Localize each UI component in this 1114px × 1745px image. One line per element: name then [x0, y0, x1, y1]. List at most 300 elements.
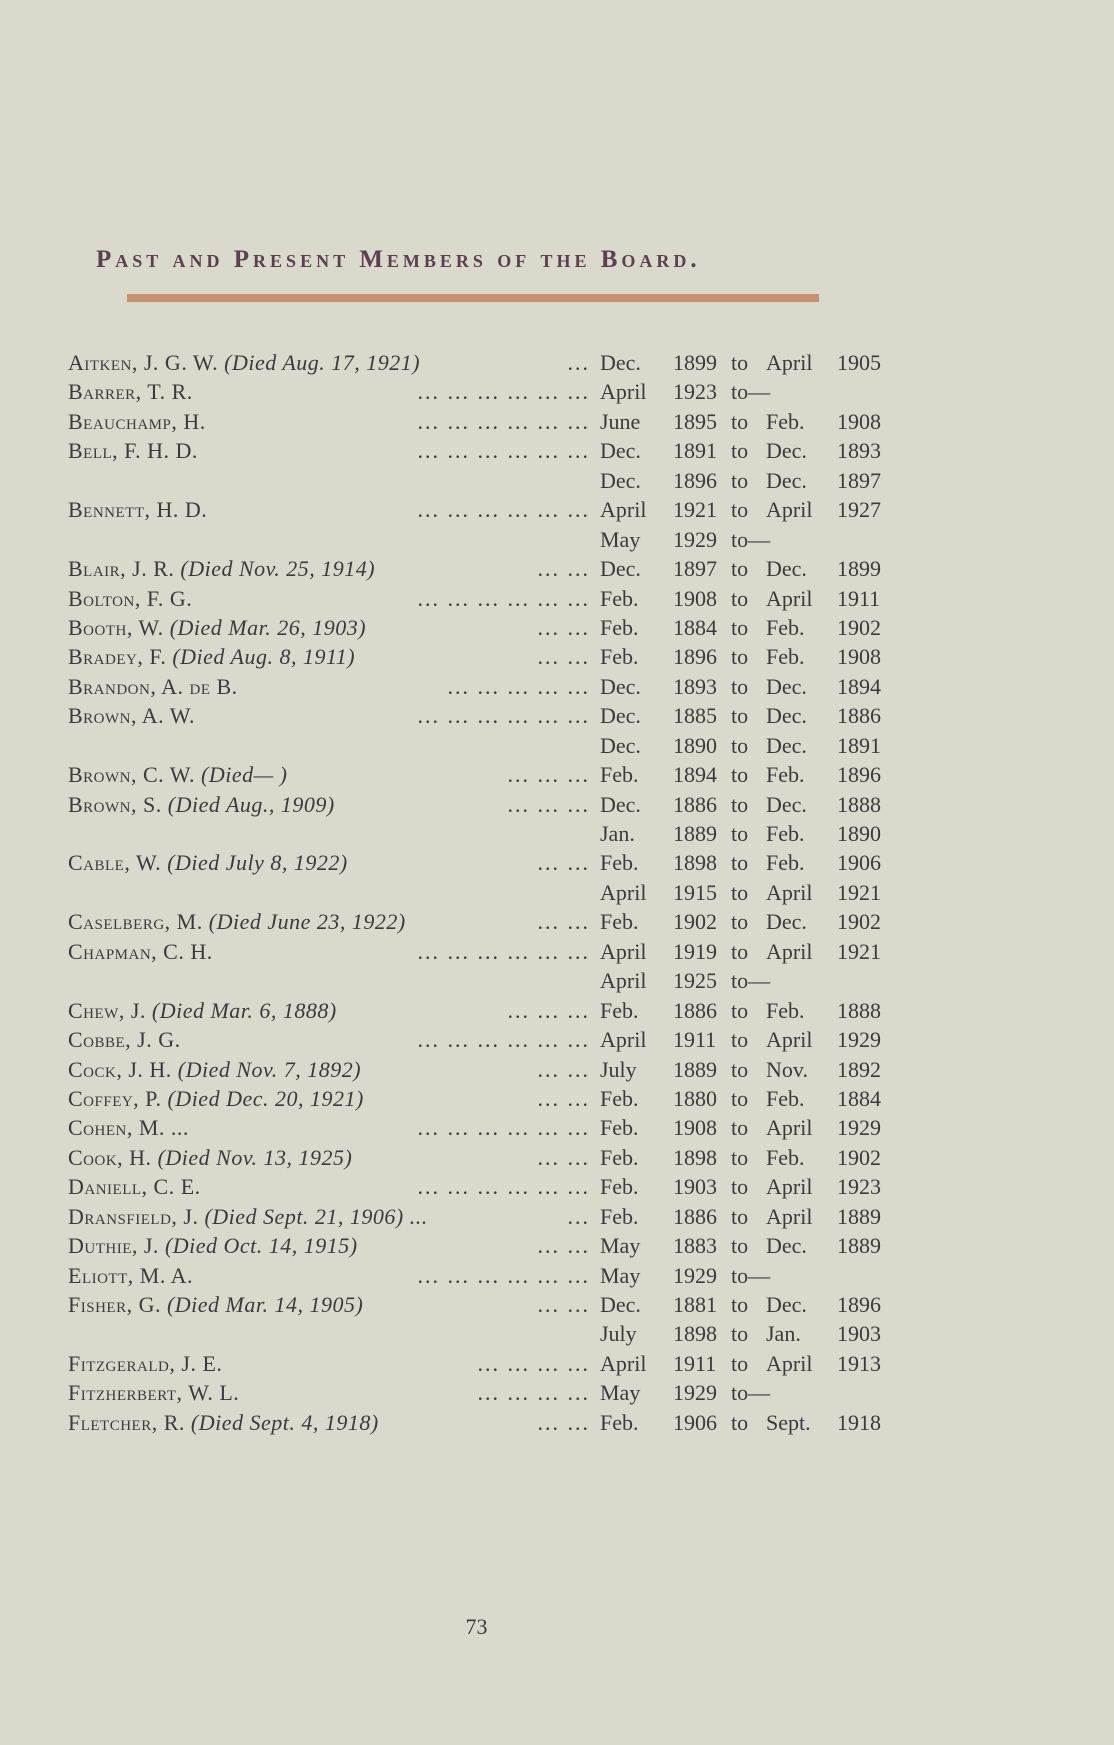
to-year: 1918	[837, 1409, 881, 1435]
dot-leader: ... ... ... ... ... ...	[417, 497, 590, 523]
to-label: to	[731, 1409, 749, 1435]
dot-leader: ... ... ... ... ... ...	[417, 1115, 590, 1141]
from-month: May	[600, 1233, 641, 1259]
table-row	[68, 701, 908, 730]
dot-leader: ... ... ... ... ... ...	[417, 379, 590, 405]
to-label: to—	[731, 526, 771, 552]
member-name-text: Fisher, G.	[68, 1292, 161, 1317]
member-name	[68, 790, 335, 819]
member-note: (Died June 23, 1922)	[208, 909, 406, 935]
member-name-text: Cook, H.	[68, 1144, 152, 1170]
from-year: 1899	[673, 350, 717, 375]
dot-leader: ... ...	[537, 644, 590, 670]
member-name-text: Blair, J. R.	[68, 556, 175, 582]
from-year: 1896	[673, 467, 717, 493]
to-month: April	[766, 1115, 813, 1141]
dot-leader: ...	[567, 1203, 590, 1229]
to-label: to	[731, 1027, 749, 1053]
dot-leader: ... ... ...	[507, 762, 590, 788]
to-label: to	[731, 350, 749, 375]
to-label: to	[731, 997, 749, 1023]
to-month: Feb.	[766, 408, 805, 434]
to-month: Nov.	[766, 1056, 808, 1082]
table-row	[68, 1084, 908, 1113]
table-row	[68, 525, 908, 554]
to-year: 1927	[837, 497, 881, 523]
to-year: 1923	[837, 1174, 881, 1200]
to-year: 1889	[837, 1233, 881, 1259]
member-name-text: Cohen, M. ...	[68, 1115, 189, 1141]
from-month: May	[600, 1380, 641, 1406]
to-label: to	[731, 821, 749, 846]
dot-leader: ... ... ... ...	[477, 1350, 590, 1376]
from-month: Feb.	[600, 585, 639, 611]
dot-leader: ... ... ... ... ... ...	[417, 438, 590, 464]
to-label: to	[731, 467, 749, 493]
to-month: April	[766, 1174, 813, 1200]
from-year: 1886	[673, 997, 717, 1023]
member-note: (Died Nov. 7, 1892)	[177, 1056, 362, 1082]
to-label: to	[731, 1085, 749, 1111]
from-year: 1890	[673, 732, 717, 758]
member-note: (Died Sept. 4, 1918)	[190, 1409, 379, 1435]
to-label: to	[731, 673, 749, 699]
member-name	[68, 1290, 363, 1319]
from-year: 1889	[673, 821, 717, 846]
from-year: 1883	[673, 1233, 717, 1259]
member-name-text: Cock, J. H.	[68, 1056, 172, 1082]
member-name	[68, 1231, 358, 1260]
title-rule	[127, 294, 819, 302]
member-name	[68, 760, 288, 789]
to-month: Feb.	[766, 644, 805, 670]
from-month: May	[600, 526, 641, 552]
table-row	[68, 348, 908, 377]
member-name-text: Bell, F. H. D.	[68, 438, 198, 464]
from-month: July	[600, 1321, 637, 1347]
table-row	[68, 495, 908, 524]
to-label: to	[731, 732, 749, 758]
member-name	[68, 377, 193, 406]
dot-leader: ... ... ... ... ... ...	[417, 1027, 590, 1053]
dot-leader: ... ...	[537, 1233, 590, 1259]
to-month: Feb.	[766, 1144, 805, 1170]
member-name	[68, 436, 198, 465]
dot-leader: ... ...	[537, 850, 590, 876]
member-name-text: Fitzherbert, W. L.	[68, 1380, 240, 1406]
to-label: to	[731, 1144, 749, 1170]
from-month: April	[600, 968, 647, 994]
to-year: 1896	[837, 1292, 881, 1317]
to-label: to	[731, 762, 749, 788]
to-label: to	[731, 703, 749, 729]
to-month: Dec.	[766, 703, 807, 729]
to-month: Dec.	[766, 673, 807, 699]
table-row	[68, 819, 908, 848]
member-note: (Died Mar. 26, 1903)	[169, 614, 367, 640]
from-month: April	[600, 938, 647, 964]
to-label: to	[731, 1056, 749, 1082]
to-month: April	[766, 585, 813, 611]
to-label: to	[731, 791, 749, 817]
to-year: 1929	[837, 1027, 881, 1053]
to-month: Dec.	[766, 467, 807, 493]
member-name-text: Booth, W.	[68, 614, 164, 640]
to-month: April	[766, 938, 813, 964]
member-name	[68, 672, 238, 701]
to-month: April	[766, 879, 813, 905]
member-name-text: Aitken, J. G. W.	[68, 350, 219, 375]
from-year: 1880	[673, 1085, 717, 1111]
dot-leader: ...	[567, 350, 590, 375]
table-row	[68, 1290, 908, 1319]
table-row	[68, 407, 908, 436]
from-month: Feb.	[600, 909, 639, 935]
from-month: Dec.	[600, 673, 641, 699]
to-month: Feb.	[766, 850, 805, 876]
dot-leader: ... ...	[537, 1409, 590, 1435]
from-month: April	[600, 1027, 647, 1053]
page-title: Past and Present Members of the Board.	[96, 246, 701, 273]
from-year: 1919	[673, 938, 717, 964]
from-year: 1929	[673, 526, 717, 552]
to-month: Feb.	[766, 614, 805, 640]
member-note: (Died Dec. 20, 1921)	[167, 1085, 364, 1111]
dot-leader: ... ...	[537, 1056, 590, 1082]
to-year: 1888	[837, 997, 881, 1023]
to-label: to	[731, 938, 749, 964]
from-month: April	[600, 379, 647, 405]
dot-leader: ... ... ... ... ... ...	[417, 1262, 590, 1288]
to-month: Dec.	[766, 1292, 807, 1317]
from-month: Feb.	[600, 1409, 639, 1435]
from-year: 1906	[673, 1409, 717, 1435]
from-year: 1893	[673, 673, 717, 699]
from-year: 1903	[673, 1174, 717, 1200]
to-label: to	[731, 850, 749, 876]
from-year: 1898	[673, 1321, 717, 1347]
dot-leader: ... ...	[537, 556, 590, 582]
dot-leader: ... ...	[537, 1292, 590, 1317]
table-row	[68, 613, 908, 642]
to-year: 1929	[837, 1115, 881, 1141]
member-name-text: Bolton, F. G.	[68, 585, 193, 611]
from-year: 1898	[673, 850, 717, 876]
to-month: Feb.	[766, 762, 805, 788]
table-row	[68, 436, 908, 465]
from-month: Feb.	[600, 614, 639, 640]
member-name-text: Bennett, H. D.	[68, 497, 208, 523]
from-month: Dec.	[600, 438, 641, 464]
member-name-text: Fitzgerald, J. E.	[68, 1350, 223, 1376]
from-year: 1897	[673, 556, 717, 582]
to-year: 1905	[837, 350, 881, 375]
member-name-text: Bradey, F.	[68, 644, 167, 670]
to-label: to	[731, 1350, 749, 1376]
dot-leader: ... ...	[537, 614, 590, 640]
from-month: May	[600, 1262, 641, 1288]
table-row	[68, 996, 908, 1025]
table-row	[68, 966, 908, 995]
to-month: April	[766, 1203, 813, 1229]
dot-leader: ... ...	[537, 1144, 590, 1170]
member-note: (Died Aug., 1909)	[167, 791, 335, 817]
to-year: 1888	[837, 791, 881, 817]
member-name	[68, 1143, 352, 1172]
table-row	[68, 1231, 908, 1260]
member-name	[68, 642, 355, 671]
to-year: 1891	[837, 732, 881, 758]
member-note: (Died Aug. 17, 1921)	[224, 350, 421, 375]
from-month: Dec.	[600, 732, 641, 758]
to-month: Dec.	[766, 909, 807, 935]
table-row	[68, 642, 908, 671]
member-name	[68, 848, 348, 877]
member-name	[68, 1202, 428, 1231]
from-year: 1898	[673, 1144, 717, 1170]
to-month: April	[766, 350, 813, 375]
from-month: Dec.	[600, 791, 641, 817]
member-name	[68, 937, 213, 966]
member-name-text: Coffey, P.	[68, 1085, 162, 1111]
to-year: 1902	[837, 1144, 881, 1170]
member-name-text: Barrer, T. R.	[68, 379, 193, 405]
to-month: Dec.	[766, 556, 807, 582]
from-year: 1923	[673, 379, 717, 405]
from-year: 1896	[673, 644, 717, 670]
from-year: 1915	[673, 879, 717, 905]
member-note: (Died Nov. 13, 1925)	[157, 1144, 353, 1170]
dot-leader: ... ... ...	[507, 997, 590, 1023]
table-row	[68, 1319, 908, 1348]
from-month: Dec.	[600, 703, 641, 729]
dot-leader: ... ... ... ... ... ...	[417, 585, 590, 611]
table-row	[68, 1202, 908, 1231]
member-name	[68, 1055, 361, 1084]
from-year: 1929	[673, 1380, 717, 1406]
from-month: Feb.	[600, 850, 639, 876]
to-year: 1921	[837, 879, 881, 905]
table-row	[68, 907, 908, 936]
member-note: (Died Aug. 8, 1911)	[172, 644, 356, 670]
member-name	[68, 554, 375, 583]
to-year: 1903	[837, 1321, 881, 1347]
from-month: Feb.	[600, 644, 639, 670]
member-name	[68, 1172, 201, 1201]
table-row	[68, 672, 908, 701]
to-month: Sept.	[766, 1409, 811, 1435]
table-row	[68, 1025, 908, 1054]
to-label: to	[731, 1115, 749, 1141]
from-year: 1885	[673, 703, 717, 729]
dot-leader: ... ... ...	[507, 791, 590, 817]
member-name-text: Caselberg, M.	[68, 909, 203, 935]
from-year: 1911	[673, 1027, 717, 1053]
to-label: to—	[731, 1380, 771, 1406]
dot-leader: ... ... ... ... ... ...	[417, 408, 590, 434]
table-row	[68, 1408, 908, 1437]
member-name-text: Eliott, M. A.	[68, 1262, 193, 1288]
to-month: Feb.	[766, 821, 805, 846]
from-year: 1929	[673, 1262, 717, 1288]
member-note: (Died— )	[201, 762, 288, 788]
member-name-text: Cable, W.	[68, 850, 162, 876]
member-name-text: Chapman, C. H.	[68, 938, 213, 964]
member-name	[68, 1025, 181, 1054]
member-name-text: Brown, A. W.	[68, 703, 196, 729]
member-name-text: Cobbe, J. G.	[68, 1027, 181, 1053]
from-month: Feb.	[600, 1144, 639, 1170]
table-row	[68, 1055, 908, 1084]
from-month: Feb.	[600, 1085, 639, 1111]
to-year: 1902	[837, 909, 881, 935]
member-name	[68, 1378, 239, 1407]
table-row	[68, 790, 908, 819]
table-row	[68, 1349, 908, 1378]
from-month: Dec.	[600, 350, 641, 375]
to-label: to	[731, 909, 749, 935]
member-name-text: Brown, S.	[68, 791, 162, 817]
to-label: to	[731, 1292, 749, 1317]
to-month: Dec.	[766, 791, 807, 817]
to-year: 1897	[837, 467, 881, 493]
member-name	[68, 613, 366, 642]
table-row	[68, 731, 908, 760]
to-year: 1913	[837, 1350, 881, 1376]
from-year: 1925	[673, 968, 717, 994]
from-year: 1886	[673, 1203, 717, 1229]
table-row	[68, 466, 908, 495]
from-month: Jan.	[600, 821, 635, 846]
to-month: April	[766, 497, 813, 523]
to-label: to	[731, 1203, 749, 1229]
to-month: April	[766, 1350, 813, 1376]
from-month: Feb.	[600, 1174, 639, 1200]
page-number: 73	[465, 1614, 488, 1639]
to-label: to	[731, 614, 749, 640]
members-table	[68, 348, 908, 1437]
to-year: 1884	[837, 1085, 881, 1111]
from-year: 1908	[673, 585, 717, 611]
member-name-text: Fletcher, R.	[68, 1409, 185, 1435]
from-month: Dec.	[600, 556, 641, 582]
from-year: 1911	[673, 1350, 717, 1376]
to-year: 1893	[837, 438, 881, 464]
table-row	[68, 878, 908, 907]
to-month: Dec.	[766, 1233, 807, 1259]
member-name	[68, 701, 195, 730]
member-name	[68, 407, 206, 436]
to-year: 1906	[837, 850, 881, 876]
to-label: to	[731, 879, 749, 905]
to-year: 1899	[837, 556, 881, 582]
to-label: to	[731, 408, 749, 434]
from-year: 1884	[673, 614, 717, 640]
to-month: Dec.	[766, 732, 807, 758]
to-year: 1896	[837, 762, 881, 788]
to-label: to	[731, 497, 749, 523]
to-label: to—	[731, 968, 771, 994]
member-name	[68, 907, 406, 936]
to-year: 1894	[837, 673, 881, 699]
dot-leader: ... ... ... ...	[477, 1380, 590, 1406]
member-name-text: Brandon, A. de B.	[68, 673, 238, 699]
to-year: 1902	[837, 614, 881, 640]
member-name-text: Daniell, C. E.	[68, 1174, 201, 1200]
member-name	[68, 1113, 189, 1142]
from-month: Feb.	[600, 1203, 639, 1229]
dot-leader: ... ... ... ... ... ...	[417, 1174, 590, 1200]
from-month: June	[600, 408, 641, 434]
table-row	[68, 760, 908, 789]
from-month: Dec.	[600, 1292, 641, 1317]
member-name-text: Duthie, J.	[68, 1233, 159, 1259]
to-year: 1890	[837, 821, 881, 846]
to-year: 1908	[837, 644, 881, 670]
member-name-text: Brown, C. W.	[68, 762, 196, 788]
to-label: to—	[731, 379, 771, 405]
to-year: 1892	[837, 1056, 881, 1082]
table-row	[68, 377, 908, 406]
dot-leader: ... ... ... ... ... ...	[417, 703, 590, 729]
table-row	[68, 584, 908, 613]
from-month: Feb.	[600, 1115, 639, 1141]
to-month: Jan.	[766, 1321, 801, 1347]
from-year: 1886	[673, 791, 717, 817]
from-year: 1921	[673, 497, 717, 523]
from-month: April	[600, 879, 647, 905]
member-note: (Died Mar. 14, 1905)	[166, 1292, 364, 1317]
from-month: Feb.	[600, 762, 639, 788]
member-note: (Died Mar. 6, 1888)	[151, 997, 337, 1023]
member-name	[68, 584, 192, 613]
table-row	[68, 937, 908, 966]
to-year: 1921	[837, 938, 881, 964]
member-name-text: Beauchamp, H.	[68, 408, 206, 434]
table-row	[68, 848, 908, 877]
member-note: (Died Sept. 21, 1906) ...	[204, 1203, 428, 1229]
member-name-text: Dransfield, J.	[68, 1203, 199, 1229]
to-label: to—	[731, 1262, 771, 1288]
table-row	[68, 1172, 908, 1201]
dot-leader: ... ... ... ... ... ...	[417, 938, 590, 964]
to-label: to	[731, 1321, 749, 1347]
table-row	[68, 554, 908, 583]
member-note: (Died Oct. 14, 1915)	[164, 1233, 358, 1259]
to-label: to	[731, 1233, 749, 1259]
from-year: 1881	[673, 1292, 717, 1317]
to-label: to	[731, 585, 749, 611]
to-year: 1889	[837, 1203, 881, 1229]
table-row	[68, 1143, 908, 1172]
from-year: 1895	[673, 408, 717, 434]
from-year: 1894	[673, 762, 717, 788]
from-month: Dec.	[600, 467, 641, 493]
dot-leader: ... ...	[537, 909, 590, 935]
to-label: to	[731, 644, 749, 670]
to-month: Feb.	[766, 1085, 805, 1111]
member-note: (Died July 8, 1922)	[167, 850, 348, 876]
to-month: Dec.	[766, 438, 807, 464]
from-year: 1908	[673, 1115, 717, 1141]
member-name	[68, 348, 420, 377]
to-year: 1911	[837, 585, 881, 611]
to-label: to	[731, 1174, 749, 1200]
table-row	[68, 1378, 908, 1407]
member-name-text: Chew, J.	[68, 997, 146, 1023]
from-year: 1889	[673, 1056, 717, 1082]
from-month: July	[600, 1056, 637, 1082]
